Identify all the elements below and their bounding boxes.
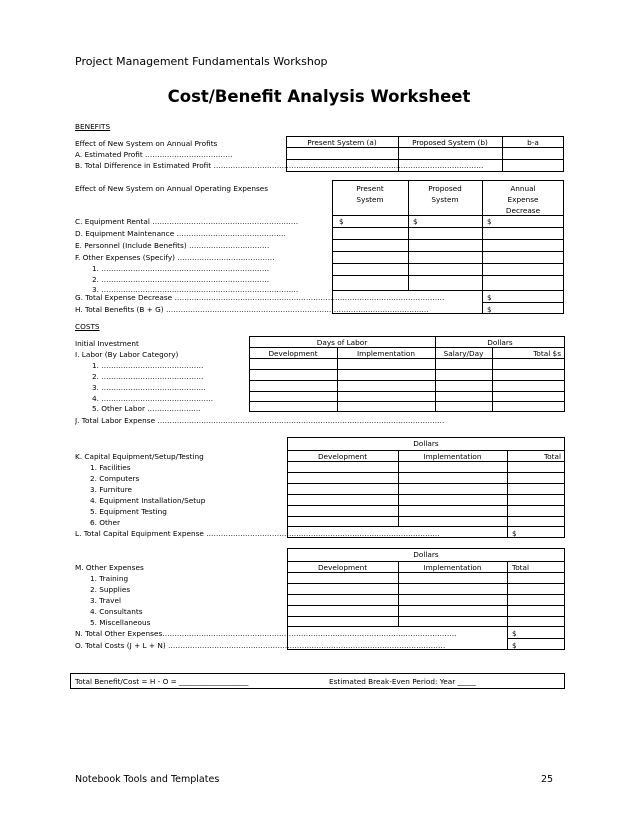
row-f-item-1: 1. …………………………………………………………… [92, 264, 270, 273]
page-title: Cost/Benefit Analysis Worksheet [167, 87, 471, 106]
dollar-o: $ [512, 641, 517, 650]
opex-label: Effect of New System on Annual Operating Expenses [75, 184, 269, 193]
footer-text: Notebook Tools and Templates [75, 774, 220, 785]
row-l-total-capital: L. Total Capital Equipment Expense …………………………………………………………………………………… [75, 529, 440, 538]
dollar-h: $ [487, 305, 492, 314]
capital-item-5: 5. Equipment Testing [90, 507, 167, 516]
other-item-3: 3. Travel [90, 596, 121, 605]
capital-col-implementation: Implementation [423, 452, 482, 461]
col2-annual-3: Decrease [505, 206, 541, 215]
col2-present-1: Present [356, 184, 384, 193]
row-c-equipment-rental: C. Equipment Rental …………………………………………………… [75, 217, 299, 226]
profits-label: Effect of New System on Annual Profits [75, 139, 218, 148]
labor-col-salary: Salary/Day [443, 349, 484, 358]
days-of-labor-header: Days of Labor [316, 338, 368, 347]
page-number: 25 [541, 774, 554, 785]
other-col-development: Development [317, 563, 368, 572]
dollar-n: $ [512, 629, 517, 638]
labor-item-1: 1. …………………………………… [92, 361, 204, 370]
dollars-header-capital: Dollars [413, 439, 439, 448]
capital-item-2: 2. Computers [90, 474, 140, 483]
capital-item-4: 4. Equipment Installation/Setup [90, 496, 206, 505]
dollar-c-present: $ [339, 217, 344, 226]
labor-col-implementation: Implementation [357, 349, 415, 358]
break-even-period: Estimated Break-Even Period: Year _____ [329, 677, 476, 686]
capital-item-6: 6. Other [90, 518, 120, 527]
row-a-estimated-profit: A. Estimated Profit ……………………………… [75, 150, 233, 159]
dollar-l: $ [512, 529, 517, 538]
dollar-c-proposed: $ [413, 217, 418, 226]
dollar-c-annual: $ [487, 217, 492, 226]
dollars-header-labor: Dollars [487, 338, 513, 347]
row-d-equipment-maintenance: D. Equipment Maintenance ……………………………………… [75, 229, 286, 238]
other-expenses-label: M. Other Expenses [75, 563, 144, 572]
benefits-heading: BENEFITS [75, 122, 111, 131]
row-b-total-difference: B. Total Difference in Estimated Profit ………………………………………………………………………………………………… [75, 161, 484, 170]
row-o-total-costs: O. Total Costs (J + L + N) …………………………………………………………………………………………………… [75, 641, 446, 650]
capital-col-total: Total [543, 452, 561, 461]
row-n-total-other: N. Total Other Expenses…………………………………………………………………………………………………………. [75, 629, 457, 638]
other-item-5: 5. Miscellaneous [90, 618, 151, 627]
other-item-2: 2. Supplies [90, 585, 131, 594]
labor-col-total: Total $s [533, 349, 561, 358]
row-f-item-3: 3. ……………………………………………………………………… [92, 285, 299, 294]
capital-col-development: Development [317, 452, 368, 461]
col2-present-2: System [356, 195, 384, 204]
capital-item-3: 3. Furniture [90, 485, 133, 494]
other-col-total: Total [512, 563, 530, 572]
benefit-cost-formula: Total Benefit/Cost = H - O = ___________________ [75, 677, 249, 686]
initial-investment: Initial Investment [75, 339, 139, 348]
workshop-header: Project Management Fundamentals Workshop [75, 55, 328, 68]
col2-proposed-2: System [431, 195, 459, 204]
col-present-system: Present System (a) [307, 138, 377, 147]
dollars-header-other: Dollars [413, 550, 439, 559]
row-f-item-2: 2. …………………………………………………………… [92, 275, 270, 284]
dollar-g: $ [487, 293, 492, 302]
col2-proposed-1: Proposed [428, 184, 462, 193]
labor-item-4: 4. ………………………………………. [92, 394, 214, 403]
capital-item-1: 1. Facilities [90, 463, 131, 472]
col2-annual-2: Expense [507, 195, 539, 204]
row-j-total-labor: J. Total Labor Expense ………………………………………………………………………………………………………. [75, 416, 445, 425]
other-item-1: 1. Training [90, 574, 129, 583]
labor-item-5: 5. Other Labor …………………. [92, 404, 201, 413]
labor-col-development: Development [268, 349, 318, 358]
row-g-total-expense-decrease: G. Total Expense Decrease ………………………………………………………………………………………………… [75, 293, 445, 302]
col2-annual-1: Annual [510, 184, 536, 193]
col-proposed-system: Proposed System (b) [412, 138, 488, 147]
labor-label: I. Labor (By Labor Category) [75, 350, 179, 359]
row-h-total-benefits: H. Total Benefits (B + G) ……………………………………………………………………………………………… [75, 305, 429, 314]
labor-item-3: 3. ……………………………………. [92, 383, 206, 392]
row-e-personnel: E. Personnel (Include Benefits) …………………………… [75, 241, 270, 250]
col-difference: b-a [527, 138, 539, 147]
other-col-implementation: Implementation [423, 563, 482, 572]
costs-heading: COSTS [75, 322, 100, 331]
capital-label: K. Capital Equipment/Setup/Testing [75, 452, 204, 461]
labor-item-2: 2. …………………………………… [92, 372, 204, 381]
row-f-other-expenses: F. Other Expenses (Specify) …………………………………. [75, 253, 275, 262]
other-item-4: 4. Consultants [90, 607, 143, 616]
